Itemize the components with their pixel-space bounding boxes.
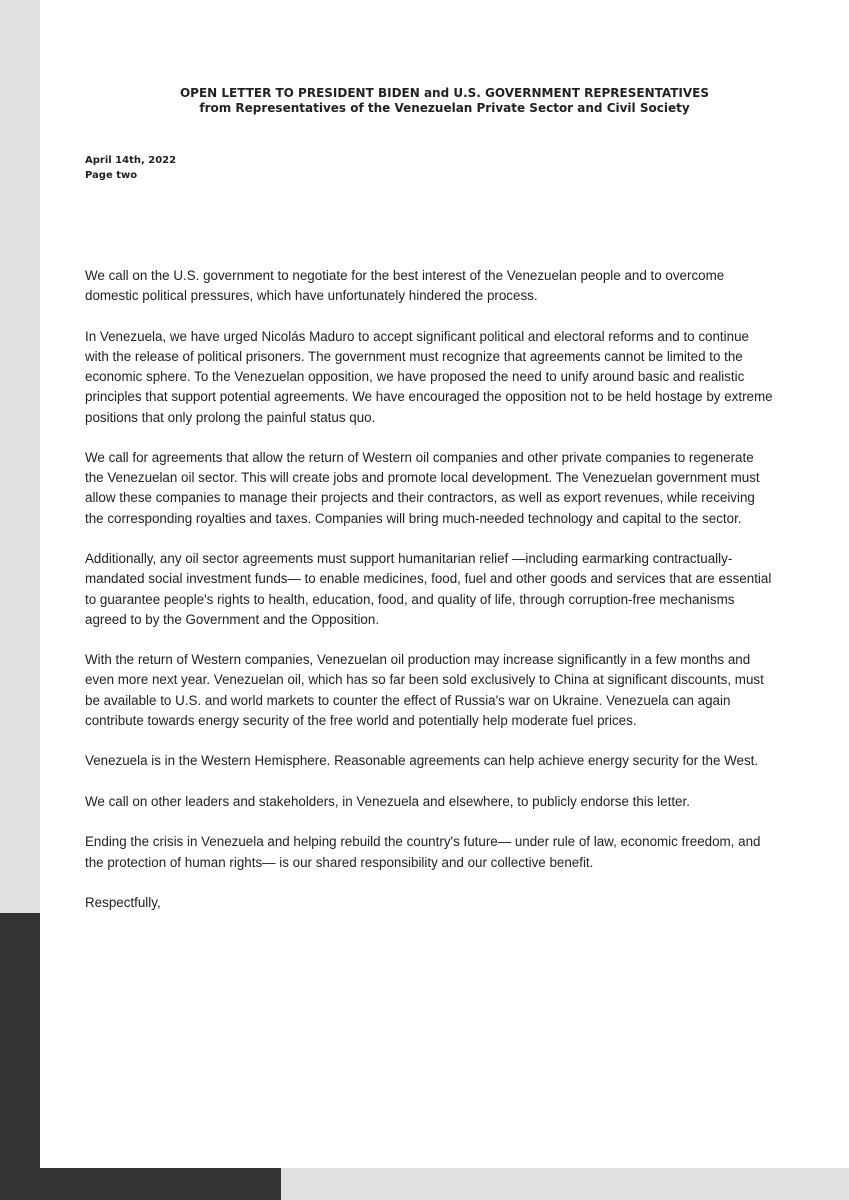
- letter-meta: [85, 153, 176, 183]
- bottom-stripe-dark: [40, 1168, 281, 1200]
- paragraph-6: Venezuela is in the Western Hemisphere. Reasonable agreements can help achieve energy security for the West.: [85, 753, 759, 769]
- left-margin-stripe-dark: [0, 913, 40, 1200]
- letter-title: [40, 86, 849, 116]
- paragraph-4: Additionally, any oil sector agreements must support humanitarian relief —including earmarking contractually-mandated social investment funds— to enable medicines, food, fuel and other goods and services that are essential to guarantee people's rights to health, education, food, and quality of life, through corruption-free mechanisms agreed to by the Government and the Opposition.: [85, 551, 772, 627]
- page-label: Page two: [85, 170, 138, 181]
- paragraph-8: Ending the crisis in Venezuela and helping rebuild the country's future— under rule of law, economic freedom, and the protection of human rights— is our shared responsibility and our collective benefit.: [85, 834, 761, 870]
- letter-title-line-2: from Representatives of the Venezuelan Private Sector and Civil Society: [199, 101, 690, 115]
- letter-date: April 14th, 2022: [85, 155, 177, 166]
- left-margin-stripe-light: [0, 0, 40, 913]
- letter-title-line-1: OPEN LETTER TO PRESIDENT BIDEN and U.S. GOVERNMENT REPRESENTATIVES: [179, 86, 710, 100]
- paragraph-5: With the return of Western companies, Venezuelan oil production may increase significantly in a few months and even more next year. Venezuelan oil, which has so far been sold exclusively to China at significant discounts, must be available to U.S. and world markets to counter the effect of Russia's war on Ukraine. Venezuela can again contribute towards energy security of the free world and potentially help moderate fuel prices.: [85, 652, 764, 728]
- closing-salutation: Respectfully,: [85, 895, 161, 911]
- paragraph-7: We call on other leaders and stakeholders, in Venezuela and elsewhere, to publicly endorse this letter.: [85, 793, 690, 809]
- letter-body: [85, 266, 775, 934]
- paragraph-1: We call on the U.S. government to negotiate for the best interest of the Venezuelan people and to overcome domestic political pressures, which have unfortunately hindered the process.: [85, 268, 725, 304]
- paragraph-2: In Venezuela, we have urged Nicolás Maduro to accept significant political and electoral reforms and to continue with the release of political prisoners. The government must recognize that agreements cannot be limited to the economic sphere. To the Venezuelan opposition, we have proposed the need to unify around basic and realistic principles that support potential agreements. We have encouraged the opposition not to be held hostage by extreme positions that only prolong the painful status quo.: [85, 328, 773, 425]
- bottom-stripe-light: [281, 1168, 849, 1200]
- paragraph-3: We call for agreements that allow the return of Western oil companies and other private companies to regenerate the Venezuelan oil sector. This will create jobs and promote local development. The Venezuelan government must allow these companies to manage their projects and their contractors, as well as export revenues, while receiving the corresponding royalties and taxes. Companies will bring much-needed technology and capital to the sector.: [85, 450, 760, 526]
